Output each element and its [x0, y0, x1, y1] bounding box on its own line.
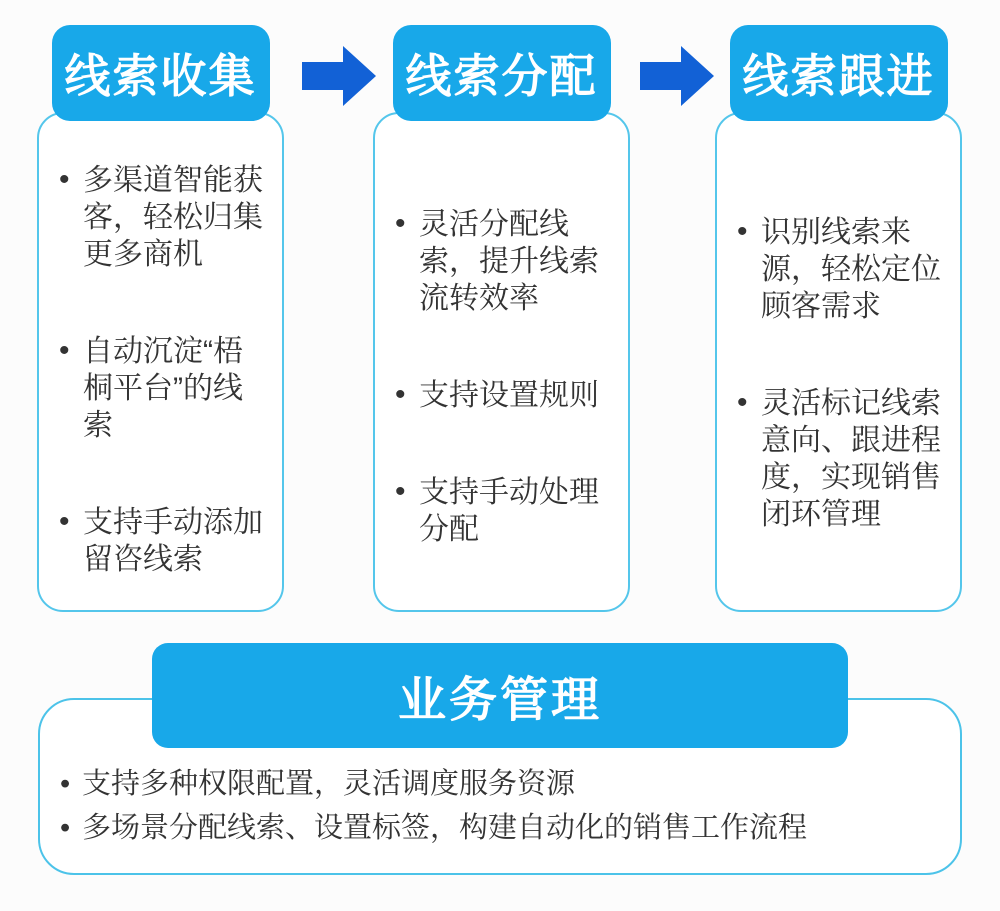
- stage-badge-lead-collection: [52, 25, 270, 121]
- card-lead-followup: [715, 50, 962, 612]
- bullet-list: [375, 114, 628, 548]
- bullet-item: [737, 385, 946, 533]
- bullet-list: [717, 114, 960, 533]
- bullet-text: 支持手动添加留咨线索: [83, 506, 263, 576]
- stage-title: 线索分配: [405, 50, 598, 102]
- bullet-text: 支持设置规则: [419, 379, 599, 412]
- bullet-item: [59, 504, 268, 578]
- section-badge-business-management: [152, 643, 848, 748]
- bullet-text: 灵活标记线索意向、跟进程度，实现销售闭环管理: [761, 387, 941, 531]
- bullet-text: 识别线索来源，轻松定位顾客需求: [761, 216, 941, 323]
- bullet-item: [395, 206, 614, 317]
- bullet-item: [58, 806, 936, 850]
- bullet-list: [39, 114, 282, 578]
- bullet-text: 多渠道智能获客，轻松归集更多商机: [83, 164, 263, 271]
- stage-badge-lead-distribution: [393, 25, 611, 121]
- stage-badge-lead-followup: [730, 25, 948, 121]
- bullet-text: 多场景分配线索、设置标签，构建自动化的销售工作流程: [82, 812, 808, 844]
- stage-title: 线索收集: [64, 50, 257, 102]
- bullet-item: [59, 162, 268, 273]
- card-lead-collection: [37, 50, 284, 612]
- arrow-right-icon: [640, 46, 714, 106]
- bullet-item: [395, 474, 614, 548]
- bullet-item: [737, 214, 946, 325]
- section-title: 业务管理: [397, 674, 602, 727]
- arrow-right-icon: [302, 46, 376, 106]
- bullet-text: 支持多种权限配置，灵活调度服务资源: [82, 768, 576, 800]
- bullet-text: 灵活分配线索，提升线索流转效率: [419, 208, 599, 315]
- stage-title: 线索跟进: [742, 50, 935, 102]
- bullet-text: 自动沉淀“梧桐平台”的线索: [83, 335, 243, 442]
- bullet-item: [59, 333, 268, 444]
- bullet-item: [395, 377, 614, 414]
- card-lead-distribution: [373, 50, 630, 612]
- bullet-text: 支持手动处理分配: [419, 476, 599, 546]
- bullet-item: [58, 762, 936, 806]
